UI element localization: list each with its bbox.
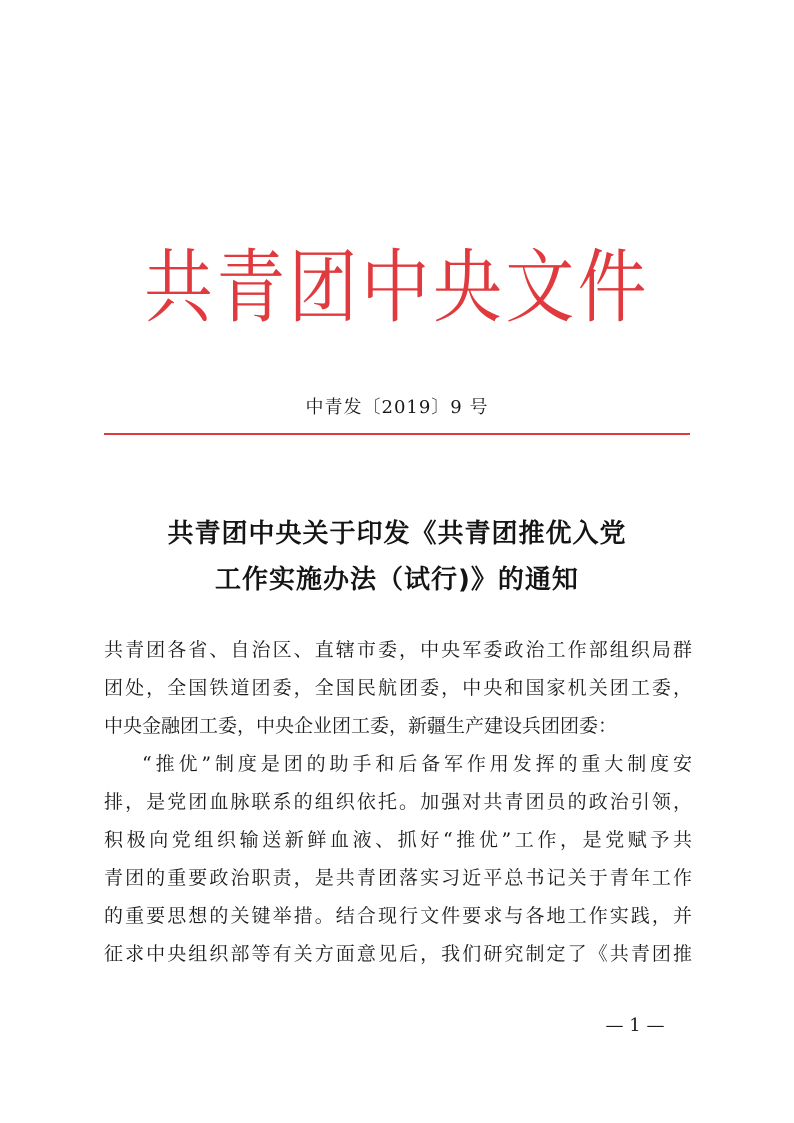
addressee-line: 团处，全国铁道团委，全国民航团委，中央和国家机关团工委，: [104, 677, 692, 699]
paragraph-line: 排，是党团血脉联系的组织依托。加强对共青团员的政治引领，: [104, 791, 692, 813]
addressee-block: [104, 631, 692, 745]
paragraph-line: 的重要思想的关键举措。结合现行文件要求与各地工作实践，并: [104, 905, 692, 927]
addressee-line: 共青团各省、自治区、直辖市委，中央军委政治工作部组织局群: [104, 639, 692, 661]
paragraph-line: “推优”制度是团的助手和后备军作用发挥的重大制度安: [142, 753, 692, 775]
paragraph-line: 征求中央组织部等有关方面意见后，我们研究制定了《共青团推: [104, 943, 692, 965]
paragraph-line: 青团的重要政治职责，是共青团落实习近平总书记关于青年工作: [104, 867, 692, 889]
addressee-line: 中央金融团工委，中央企业团工委，新疆生产建设兵团团委：: [104, 715, 618, 737]
notice-title-line-1: 共青团中央关于印发《共青团推优入党: [167, 519, 627, 549]
red-divider-line: [104, 433, 690, 435]
document-number: 中青发〔2019〕9 号: [305, 397, 489, 418]
masthead-title: 共青团中央文件: [144, 241, 650, 334]
paragraph-line: 积极向党组织输送新鲜血液、抓好“推优”工作，是党赋予共: [104, 829, 692, 851]
body-paragraph: [104, 745, 692, 973]
notice-title-line-2: 工作实施办法（试行)》的通知: [215, 565, 579, 595]
page-number: — 1 —: [605, 1015, 665, 1036]
